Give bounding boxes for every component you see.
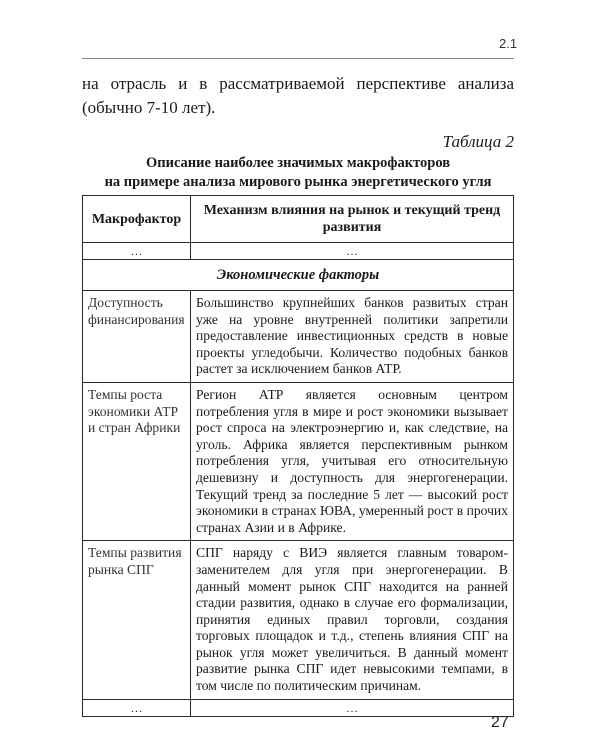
ellipsis-row-bottom <box>83 699 514 716</box>
section-row <box>83 260 514 291</box>
description-cell: Регион АТР является основным центром потребления угля в мире и рост экономики вызывает рост спроса на электроэнергию и, как следствие, на уголь. Африка является перспективным рынком потребления угля, учитывая его относительную дешевизну и доступность для энергогенерации. Текущий тренд за последние 5 лет — высокий рост экономики в странах ЮВА, умеренный рост в прочих странах Азии и в Африке. <box>191 382 514 540</box>
factor-cell: Темпы роста экономики АТР и стран Африки <box>83 382 191 540</box>
header-mechanism: Механизм влияния на рынок и текущий тренд развития <box>191 196 514 243</box>
ellipsis-cell: … <box>83 699 191 716</box>
factor-cell: Доступность финансирования <box>83 291 191 383</box>
table-caption <box>82 154 514 192</box>
intro-paragraph: на отрасль и в рассматриваемой перспективе анализа (обычно 7-10 лет). <box>82 74 514 117</box>
factor-cell: Темпы развития рынка СПГ <box>83 541 191 699</box>
section-number: 2.1 <box>499 36 518 51</box>
table-row <box>83 541 514 699</box>
table-row <box>83 291 514 383</box>
macrofactors-table <box>82 195 514 717</box>
page-number: 27 <box>491 714 509 731</box>
ellipsis-cell: … <box>83 243 191 260</box>
caption-line-1: Описание наиболее значимых макрофакторов <box>145 155 451 171</box>
description-cell: СПГ наряду с ВИЭ является главным товаром-заменителем для угля при энергогенерации. В данный момент рынок СПГ находится на ранней стадии развития, однако в случае его формализации, принятия единых правил торговли, создания торговых площадок и т.д., степень влияния СПГ на рынок угля может увеличиться. В данный момент развитие рынка СПГ идет невысокими темпами, в том числе по политическим причинам. <box>191 541 514 699</box>
table-row <box>83 382 514 540</box>
ellipsis-cell: … <box>191 243 514 260</box>
header-factor: Макрофактор <box>83 196 191 243</box>
header-divider <box>82 58 514 59</box>
table-header-row <box>83 196 514 243</box>
table-label: Таблица 2 <box>442 132 514 151</box>
description-cell: Большинство крупнейших банков развитых стран уже на уровне внутренней политики запретили предоставление инвестиционных средств в новые проекты угледобычи. Количество подобных банков растет за исключением банков АТР. <box>191 291 514 383</box>
ellipsis-row-top <box>83 243 514 260</box>
caption-line-2: на примере анализа мирового рынка энергетического угля <box>104 174 492 190</box>
section-title: Экономические факторы <box>83 260 514 291</box>
ellipsis-cell: … <box>191 699 514 716</box>
